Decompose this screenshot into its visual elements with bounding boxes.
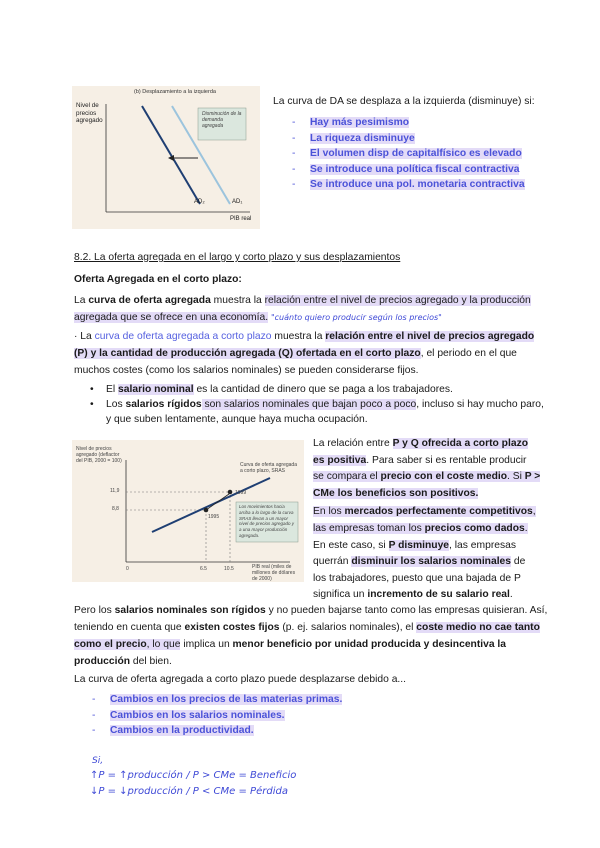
handwritten-line-1: ↑P = ↑producción / P > CMe = Beneficio — [90, 770, 297, 781]
tick-y1: 11,9 — [110, 488, 120, 494]
fig1-ylabel: Nivel de precios agregado — [76, 102, 103, 124]
list-item: • Los salarios rígidos son salarios nominales que bajan poco a poco, incluso si hay mucho paro, y que suben lentamente, aunque haya mucha ocupación. — [82, 397, 532, 427]
subheading: Oferta Agregada en el corto plazo: — [74, 274, 242, 285]
shift-causes-intro: La curva de oferta agregada a corto plazo puede desplazarse debido a... — [74, 674, 407, 685]
intro-text: La curva de DA se desplaza a la izquierda (disminuye) si: — [273, 96, 535, 107]
list-item: - El volumen disp de capitalfísico es elevado — [292, 146, 525, 162]
list-item: - Se introduce una pol. monetaria contractiva — [292, 177, 525, 193]
handwritten-note: "cuánto quiero producir según los precios" — [270, 313, 442, 322]
list-item: - Se introduce una política fiscal contractiva — [292, 162, 525, 178]
fig1-box-text: Disminución de la demanda agregada — [202, 111, 242, 129]
ad-shift-figure — [72, 86, 260, 229]
list-item: - La riqueza disminuye — [292, 131, 525, 147]
fig1-xlabel: PIB real — [230, 216, 252, 222]
tick-y2: 8,8 — [112, 506, 119, 512]
list-item: - Hay más pesimismo — [292, 115, 525, 131]
fig2-xlabel: PIB real (miles de millones de dólares de 2000) — [252, 564, 296, 582]
fig1-title: (b) Desplazamiento a la izquierda — [134, 89, 216, 95]
point-1999 — [228, 490, 233, 495]
label-1995: 1995 — [208, 514, 220, 520]
ad-shift-list — [292, 115, 525, 193]
tick-origin: 0 — [126, 566, 129, 572]
paragraph-definition: La curva de oferta agregada muestra la relación entre el nivel de precios agregado y la producción agregada que se ofrece en una economía. "cuánto quiero producir según los precios" — [74, 295, 531, 323]
tick-x2: 10.5 — [224, 566, 234, 572]
ad1-label: AD₁ — [232, 199, 243, 205]
section-heading: 8.2. La oferta agregada en el largo y corto plazo y sus desplazamientos — [74, 252, 401, 263]
list-item: - Cambios en los precios de las materias primas. — [92, 692, 342, 708]
paragraph-short-run: · La curva de oferta agregada a corto plazo muestra la relación entre el nivel de precios agregado (P) y la cantidad de producción agregada (Q) ofertada en el corto plazo, el periodo en el que muchos costes (como los salarios nominales) se pueden considerarse fijos. — [74, 331, 535, 376]
shift-causes-list — [92, 692, 342, 739]
fig2-ylabel: Nivel de precios agregado (deflactor del PIB, 2000 = 100) — [76, 446, 122, 464]
ad2-label: AD₂ — [194, 199, 205, 205]
label-1999: 1999 — [235, 490, 247, 496]
fig2-box-text: Los movimientos hacia arriba a lo largo de la curva SRAS llevan a un mayor nivel de precios agregado y a una mayor producción agregada. — [239, 504, 295, 538]
movement-arrow — [206, 494, 229, 510]
sras-figure — [72, 440, 304, 582]
paragraph-rigid-wages: Pero los salarios nominales son rígidos y no pueden bajarse tanto como las empresas quisieran. Así, teniendo en cuenta que existen costes fijos (p. ej. salarios nominales), el coste medio no cae tanto como el precio, lo que implica un menor beneficio por unidad producida y desincentiva la producción del bien. — [74, 605, 548, 667]
point-1995 — [204, 508, 209, 513]
list-item: - Cambios en los salarios nominales. — [92, 708, 342, 724]
wage-bullets — [82, 382, 544, 427]
list-item: - Cambios en la productividad. — [92, 723, 342, 739]
handwritten-line-2: ↓P = ↓producción / P < CMe = Pérdida — [90, 786, 288, 797]
ad2-curve — [142, 106, 200, 204]
handwritten-si: Si, — [92, 756, 104, 766]
sras-curve-label: Curva de oferta agregada a corto plazo, SRAS — [240, 462, 297, 474]
list-item: • El salario nominal es la cantidad de dinero que se paga a los trabajadores. — [82, 382, 532, 397]
tick-x1: 6.5 — [200, 566, 207, 572]
sras-explanation: La relación entre P y Q ofrecida a corto plazo es positiva. Para saber si es rentable producir se compara el precio con el coste medio. Si P > CMe los beneficios son positivos. En los mercados perfectamente competitivos, las empresas toman los precios como dados. En este caso, si P disminuye, las empresas querrán disminuir los salarios nominales de los trabajadores, puesto que una bajada de P significa un incremento de su salario real. — [313, 438, 541, 601]
